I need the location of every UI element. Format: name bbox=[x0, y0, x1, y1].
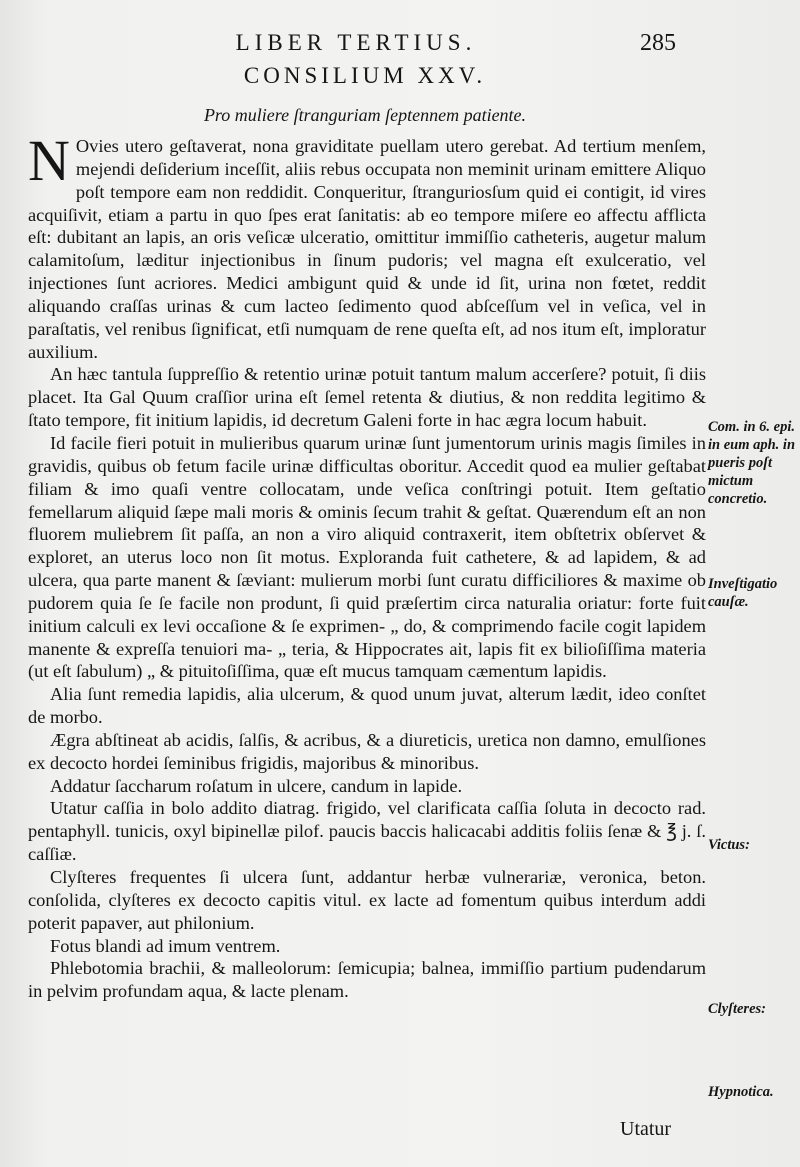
paragraph: Addatur ſaccharum roſatum in ulcere, candum in lapide. bbox=[50, 775, 463, 796]
margin-note-hypnotica: Hypnotica. bbox=[708, 1084, 774, 1100]
page-number: 285 bbox=[640, 30, 676, 56]
paragraph: Id facile fieri potuit in mulieribus quarum urinæ ſunt jumentorum urinis magis ſimiles in gravidis, quibus ob fetum facile urinæ difficultas oboritur. Accedit quod ea mulier geſtabat filiam & imo quaſi ventre collocatam, unde veſica conſtringi potuit. Item geſtatio femellarum aliquid ſæpe mali moris & ominis ſecum trahit & geſtat. Quærendum eſt an non fluorem muliebrem ſit paſſa, an non a viro aliquid contraxerit, item obſtetrix obſervet & exploret, an uterus loco non ſit motus. Exploranda fuit cathetere, & ad lapidem, & ad ulcera, qua parte manent & ſæviant: mulierum morbi ſunt curatu difficiliores & maxime ob pudorem quia ſe ſe facile non produnt, ſi quid præſertim circa naturalia oriatur: forte fuit initium calculi ex levi occaſione & ſe exprimen- „ do, & comprimendo facile cogit lapidem manente & expreſſa tenuiori ma- „ teria, & Hippocrates ait, lapis fit ex bilioſiſſima materia (ut eſt ſabulum) „ & pituitoſiſſima, quæ eſt mucus tamquam cæmentum lapidis. bbox=[28, 432, 706, 682]
margin-note-commentary: Com. in 6. epi. in eum aph. in pueris poſt mictum concretio. bbox=[708, 419, 796, 507]
paragraph: Fotus blandi ad imum ventrem. bbox=[50, 935, 281, 956]
catchword: Utatur bbox=[620, 1118, 672, 1140]
paragraph: N Ovies utero geſtaverat, nona graviditate puellam utero gerebat. Ad tertium menſem, mejendi deſiderium inceſſit, aliis rebus occupata non meminit urinam emittere Aliquo poſt tempore eam non reddidit. Conqueritur, ſtranguriosſum quid ei contigit, id vires acquiſivit, etiam a partu in quo ſpes erat ſanitatis: ab eo tempore miſere eo affectu afflicta eſt: dubitant an lapis, an oris veſicæ ulceratio, omittitur immiſſio catheteris, augetur malum calamitoſum, læditur injectionibus in ſinum pudoris; vel magna eſt exulceratio, vel injectiones ſunt acriores. Medici ambigunt quid & unde id ſit, urina non fœtet, reddit aliquando craſſas urinas & cum lacteo ſedimento quod abſceſſum vel in veſica, vel in paraſtatis, vel renibus ſignificat, etſi numquam de rene queſta eſt, ad nos itum eſt, imploratur auxilium. bbox=[28, 128, 706, 362]
main-text bbox=[28, 128, 706, 1003]
drop-cap: N bbox=[28, 128, 70, 193]
margin-note-investigatio: Inveſtigatio cauſæ. bbox=[708, 576, 778, 610]
paragraph: Ægra abſtineat ab acidis, ſalſis, & acribus, & a diureticis, uretica non damno, emulſiones ex decocto hordei ſeminibus frigidis, majoribus & minoribus. bbox=[28, 729, 706, 773]
page-header bbox=[0, 30, 800, 125]
margin-note-clysteres: Clyſteres: bbox=[708, 1001, 766, 1017]
chapter-title: CONSILIUM XXV. bbox=[243, 63, 487, 88]
paragraph: An hæc tantula ſuppreſſio & retentio urinæ potuit tantum malum accerſere? potuit, ſi diis placet. Ita Gal Quum craſſior urina eſt ſemel retenta & diutius, & non reddita legitimo & ſtato tempore, fit initium lapidis, id decretum Galeni forte in hac ægra locum habuit. bbox=[28, 364, 706, 431]
paragraph: Phlebotomia brachii, & malleolorum: ſemicupia; balnea, immiſſio partium pudendarum in pelvim profundam aqua, & lacte plenam. bbox=[28, 958, 706, 1002]
paragraph: Clyſteres frequentes ſi ulcera ſunt, addantur herbæ vulnerariæ, veronica, beton. conſolida, clyſteres ex decocto capitis vitul. ex lacte ad fomentum quibus interdum addi poterit papaver, aut philonium. bbox=[28, 867, 706, 933]
book-title: LIBER TERTIUS. bbox=[235, 30, 477, 55]
chapter-subtitle: Pro muliere ſtranguriam ſeptennem patiente. bbox=[203, 105, 527, 125]
paragraph: Utatur caſſia in bolo addito diatrag. frigido, vel clarificata caſſia ſoluta in decocto rad. pentaphyll. tunicis, oxyl bipinellæ pilof. paucis baccis halicacabi additis foliis ſenæ & ℥ j. ſ. caſſiæ. bbox=[28, 798, 706, 865]
paragraph: Alia ſunt remedia lapidis, alia ulcerum, & quod unum juvat, alterum lædit, ideo conſtet de morbo. bbox=[28, 684, 706, 728]
margin-note-victus: Victus: bbox=[708, 837, 750, 853]
